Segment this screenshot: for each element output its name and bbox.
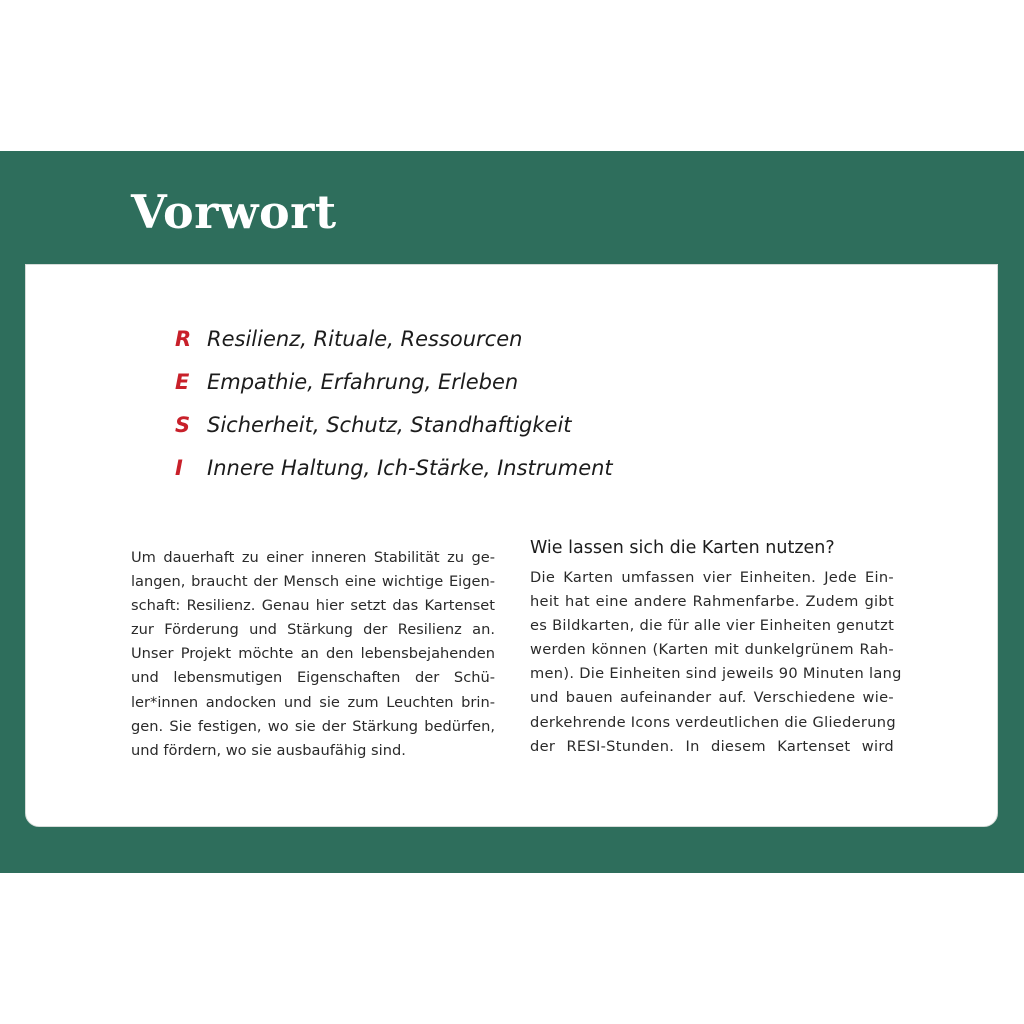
resi-item-i	[175, 446, 613, 489]
text-line: zur Förderung und Stärkung der Resilienz an.	[131, 621, 495, 639]
text-line: Die Karten umfassen vier Einheiten. Jede Ein-	[530, 569, 894, 586]
usage-paragraph	[530, 566, 902, 759]
text-line: schaft: Resilienz. Genau hier setzt das Kartenset	[131, 597, 495, 615]
resi-letter: R	[175, 326, 192, 351]
text-line: werden können (Karten mit dunkelgrünem Rah-	[530, 641, 894, 659]
resi-letter: S	[175, 412, 191, 437]
resi-acronym-list	[175, 317, 613, 489]
text-line: und bauen aufeinander auf. Verschiedene wie-	[530, 689, 894, 707]
text-line: und lebensmutigen Eigenschaften der Schü-	[131, 669, 495, 687]
resi-letter: E	[175, 369, 190, 394]
resi-text: Empathie, Erfahrung, Erleben	[207, 369, 519, 394]
resi-text: Innere Haltung, Ich-Stärke, Instrument	[207, 455, 613, 480]
text-line: Um dauerhaft zu einer inneren Stabilität zu ge-	[131, 549, 495, 566]
text-line: Unser Projekt möchte an den lebensbejahenden	[131, 645, 495, 663]
text-line: heit hat eine andere Rahmenfarbe. Zudem gibt	[530, 593, 894, 611]
resi-text: Resilienz, Rituale, Ressourcen	[207, 326, 523, 351]
text-line: und fördern, wo sie ausbaufähig sind.	[131, 741, 406, 759]
resi-text: Sicherheit, Schutz, Standhaftigkeit	[207, 412, 572, 437]
text-line: es Bildkarten, die für alle vier Einheiten genutzt	[530, 617, 895, 635]
resi-item-s	[175, 403, 613, 446]
resi-item-e	[175, 360, 613, 403]
text-line: ler*innen andocken und sie zum Leuchten brin-	[131, 693, 495, 711]
intro-paragraph	[131, 546, 495, 763]
page-title: Vorwort	[131, 185, 337, 239]
resi-item-r	[175, 317, 613, 360]
section-heading: Wie lassen sich die Karten nutzen?	[530, 538, 835, 558]
text-line: gen. Sie festigen, wo sie der Stärkung bedürfen,	[131, 717, 495, 735]
text-line: der RESI-Stunden. In diesem Kartenset wird	[530, 737, 894, 755]
text-line: langen, braucht der Mensch eine wichtige Eigen-	[131, 573, 495, 591]
resi-letter: I	[175, 455, 183, 480]
text-line: men). Die Einheiten sind jeweils 90 Minuten lang	[530, 665, 902, 683]
text-line: derkehrende Icons verdeutlichen die Gliederung	[530, 713, 896, 731]
